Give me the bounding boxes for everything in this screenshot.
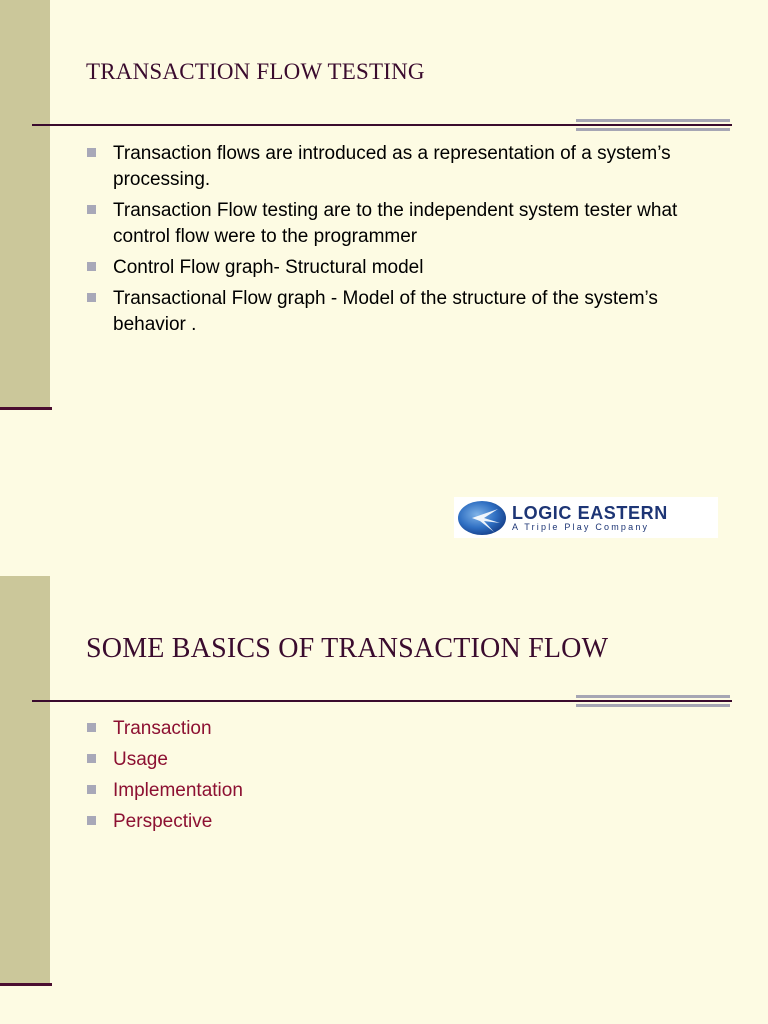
bullet-text: Transaction flows are introduced as a representation of a system’s processing. (113, 143, 671, 190)
bullet-square-icon (87, 148, 96, 157)
bullet-text: Usage (113, 749, 168, 770)
logo-text (512, 504, 668, 532)
bullet-square-icon (87, 723, 96, 732)
bullet-square-icon (87, 293, 96, 302)
slide-basics-of-transaction-flow (0, 576, 768, 1024)
slide-title: SOME BASICS OF TRANSACTION FLOW (86, 633, 609, 664)
list-item (86, 286, 726, 338)
bullet-text: Transaction Flow testing are to the independent system tester what control flow were to the programmer (113, 200, 678, 247)
logo-name: LOGIC EASTERN (512, 502, 668, 523)
bullet-text: Transaction (113, 718, 212, 739)
logo-tagline: A Triple Play Company (512, 521, 650, 532)
bullet-text: Perspective (113, 811, 213, 832)
bullet-text: Implementation (113, 780, 243, 801)
list-item (86, 141, 726, 193)
bullet-list (86, 141, 726, 343)
list-item (86, 747, 726, 773)
bullet-square-icon (87, 754, 96, 763)
list-item (86, 809, 726, 835)
sidebar-underline (0, 407, 52, 410)
bullet-square-icon (87, 262, 96, 271)
slide-transaction-flow-testing (0, 0, 768, 440)
sidebar-band (0, 0, 50, 410)
bullet-list (86, 716, 726, 840)
bullet-text: Control Flow graph- Structural model (113, 257, 424, 278)
sidebar-underline (0, 983, 52, 986)
list-item (86, 716, 726, 742)
title-accent-lines (576, 119, 730, 131)
sidebar-band (0, 576, 50, 986)
bullet-square-icon (87, 205, 96, 214)
title-accent-lines (576, 695, 730, 707)
slide-title: TRANSACTION FLOW TESTING (86, 59, 425, 84)
list-item (86, 255, 726, 281)
bullet-square-icon (87, 816, 96, 825)
bullet-square-icon (87, 785, 96, 794)
list-item (86, 778, 726, 804)
company-logo (454, 497, 718, 538)
bullet-text: Transactional Flow graph - Model of the structure of the system’s behavior . (113, 288, 658, 335)
list-item (86, 198, 726, 250)
globe-swirl-icon (454, 499, 508, 537)
